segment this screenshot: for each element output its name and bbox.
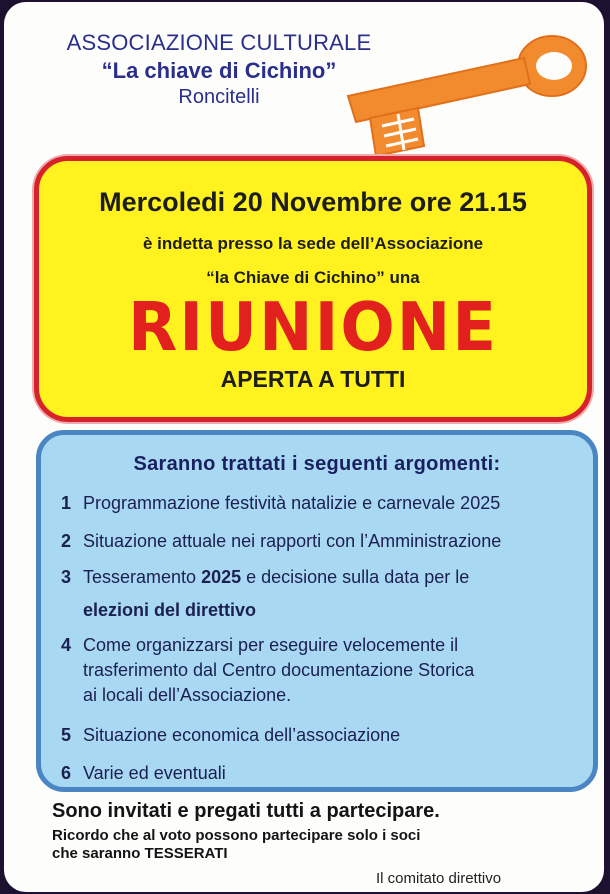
item-text: Situazione economica dell’associazione <box>83 725 401 745</box>
item-number: 3 <box>61 567 72 587</box>
item-text: ai locali dell’Associazione. <box>83 685 292 705</box>
place-label: Roncitelli <box>178 86 260 108</box>
item-text: Tesseramento <box>83 567 202 587</box>
item-number: 1 <box>61 493 72 513</box>
item-number: 5 <box>61 725 72 745</box>
subheadline: APERTA A TUTTI <box>220 366 406 392</box>
agenda-box <box>36 430 598 792</box>
agenda-item <box>61 529 501 554</box>
agenda-title: Saranno trattati i seguenti argomenti: <box>133 453 501 475</box>
announcement-box <box>34 156 592 422</box>
flyer <box>4 2 604 892</box>
item-text: Come organizzarsi per eseguire velocemente il <box>83 635 459 655</box>
association-name: “La chiave di Cichino” <box>101 58 337 83</box>
agenda-item <box>61 761 226 786</box>
voting-note: che saranno TESSERATI <box>52 845 228 862</box>
item-year: 2025 <box>201 567 242 587</box>
footer <box>52 800 440 863</box>
announcement-line: è indetta presso la sede dell’Associazione <box>142 234 484 253</box>
item-number: 4 <box>61 635 72 655</box>
agenda-item <box>61 633 474 708</box>
item-text: Varie ed eventuali <box>83 763 226 783</box>
announcement-line: “la Chiave di Cichino” una <box>206 268 420 287</box>
key-icon <box>334 18 604 168</box>
organization-label: ASSOCIAZIONE CULTURALE <box>66 30 372 55</box>
agenda-item <box>61 723 400 748</box>
agenda-item <box>61 565 469 623</box>
item-text: trasferimento dal Centro documentazione Storica <box>83 660 475 680</box>
agenda-item <box>61 491 500 516</box>
invitation: Sono invitati e pregati tutti a partecipare. <box>52 800 440 822</box>
item-number: 2 <box>61 531 72 551</box>
signature: Il comitato direttivo <box>376 870 502 887</box>
item-text: Programmazione festività natalizie e carnevale 2025 <box>83 493 501 513</box>
headline: RIUNIONE <box>127 289 499 367</box>
item-text: e decisione sulla data per le <box>241 567 470 587</box>
item-emphasis: elezioni del direttivo <box>83 600 257 620</box>
item-text: Situazione attuale nei rapporti con l’Amministrazione <box>83 531 502 551</box>
voting-note: Ricordo che al voto possono partecipare solo i soci <box>52 827 421 844</box>
item-number: 6 <box>61 763 72 783</box>
meeting-date: Mercoledi 20 Novembre ore 21.15 <box>99 187 527 217</box>
